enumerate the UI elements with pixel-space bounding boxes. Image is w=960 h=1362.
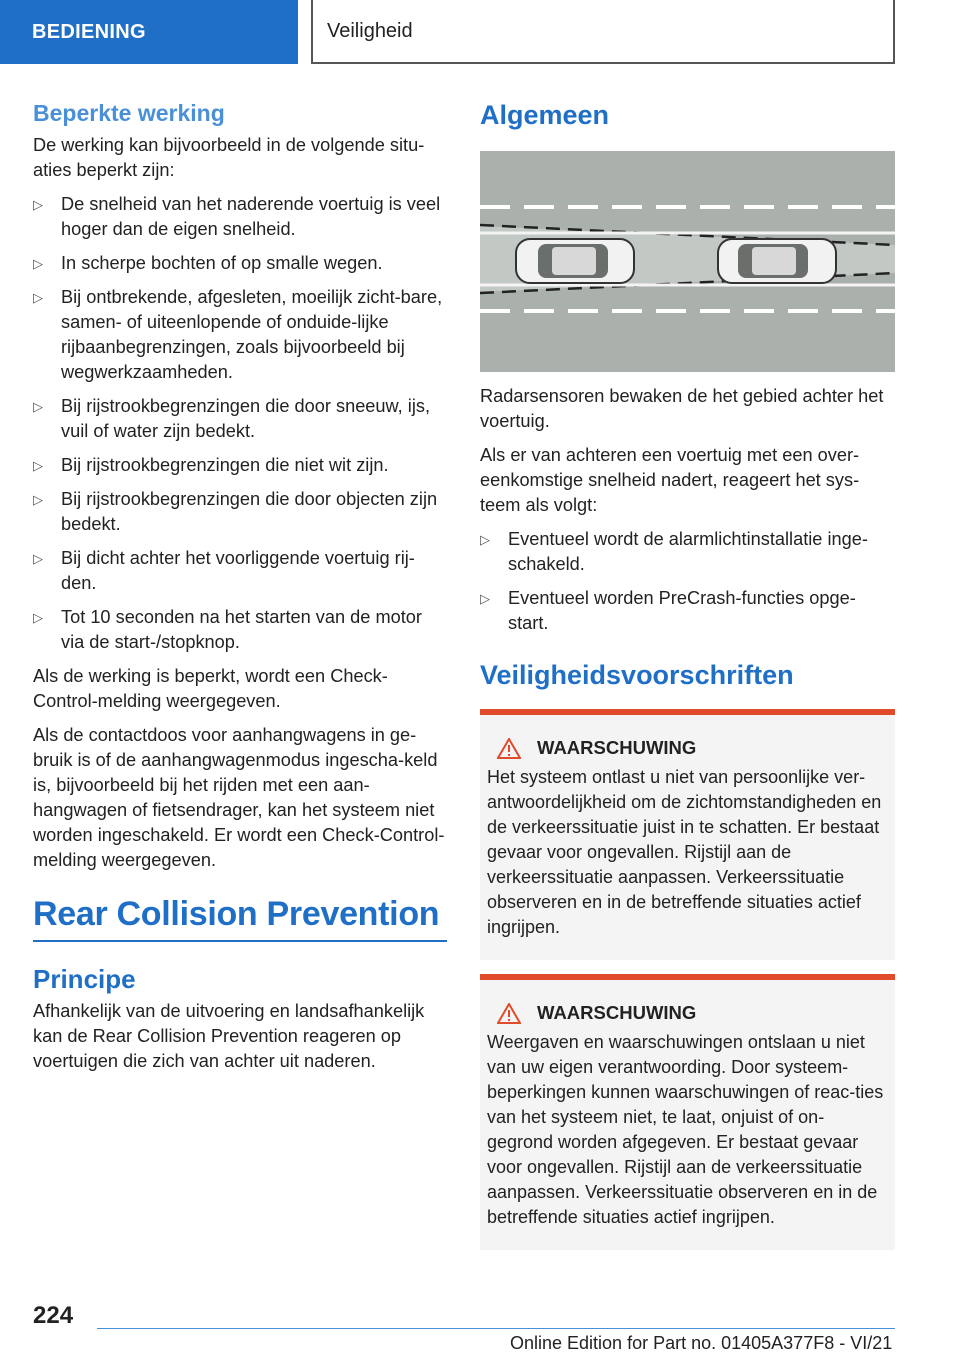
warning-title-text: WAARSCHUWING [537, 737, 697, 758]
bullet-triangle-icon: ▷ [33, 610, 43, 625]
section-tab: BEDIENING [0, 0, 298, 64]
limited-heading: Beperkte werking [33, 100, 225, 126]
bullet-triangle-icon: ▷ [33, 458, 43, 473]
principle-heading: Principe [33, 964, 136, 994]
list-item-text: Tot 10 seconden na het starten van de motor via de start-/stopknop. [61, 607, 422, 652]
list-item-text: Bij rijstrookbegrenzingen die door objecten zijn bedekt. [61, 489, 438, 534]
general-paragraph: Als er van achteren een voertuig met een over-eenkomstige snelheid nadert, reageert het sys-teem als volgt: [480, 445, 860, 515]
rear-car-icon [516, 239, 634, 283]
page-number: 224 [33, 1302, 74, 1329]
list-item-text: Bij ontbrekende, afgesleten, moeilijk zicht-bare, samen- of uiteenlopende of onduide-lijke rijbaanbegrenzingen, zoals bijvoorbeeld bij wegwerkzaamheden. [61, 287, 443, 382]
left-column [33, 100, 447, 1083]
list-item-text: Bij rijstrookbegrenzingen die niet wit zijn. [61, 455, 389, 475]
list-item [33, 453, 447, 478]
warning-box [480, 974, 895, 1250]
list-item [480, 586, 895, 636]
warning-text: Weergaven en waarschuwingen ontslaan u niet van uw eigen verantwoording. Door systeem-beperkingen kunnen waarschuwingen of reac-ties van het systeem niet, te laat, onjuist of on-gegrond worden afgegeven. Er bestaat gevaar voor ongevallen. Rijstijl aan de verkeerssituatie aanpassen. Verkeerssituatie observeren en in de betreffende situaties actief ingrijpen. [487, 1032, 884, 1227]
warning-triangle-icon [497, 1003, 521, 1024]
warning-title-text: WAARSCHUWING [537, 1002, 697, 1023]
list-item [33, 251, 447, 276]
general-paragraph: Radarsensoren bewaken de het gebied achter het voertuig. [480, 386, 884, 431]
warning-box [480, 709, 895, 960]
list-item-text: Bij dicht achter het voorliggende voertuig rij-den. [61, 548, 415, 593]
list-item-text: Bij rijstrookbegrenzingen die door sneeuw, ijs, vuil of water zijn bedekt. [61, 396, 431, 441]
list-item [480, 527, 895, 577]
right-column [480, 100, 895, 1264]
list-item [33, 546, 447, 596]
safety-heading: Veiligheidsvoorschriften [480, 660, 794, 690]
list-item-text: De snelheid van het naderende voertuig is veel hoger dan de eigen snelheid. [61, 194, 441, 239]
bullet-triangle-icon: ▷ [33, 399, 43, 414]
list-item [33, 487, 447, 537]
section-title: Veiligheid [311, 0, 895, 64]
main-heading: Rear Collision Prevention [33, 895, 447, 942]
bullet-triangle-icon: ▷ [33, 197, 43, 212]
bullet-triangle-icon: ▷ [33, 256, 43, 271]
warning-text: Het systeem ontlast u niet van persoonlijke ver-antwoordelijkheid om de zichtomstandigheden en de verkeerssituatie juist in te schatten. Er bestaat gevaar voor ongevallen. Rijstijl aan de verkeerssituatie aanpassen. Verkeerssituatie observeren en in de betreffende situaties actief ingrijpen. [487, 767, 882, 937]
bullet-triangle-icon: ▷ [480, 591, 490, 606]
bullet-triangle-icon: ▷ [480, 532, 490, 547]
footer-divider [97, 1328, 895, 1329]
general-heading: Algemeen [480, 100, 610, 130]
rear-radar-illustration [480, 151, 895, 372]
bullet-triangle-icon: ▷ [33, 551, 43, 566]
own-car-icon [718, 239, 836, 283]
general-list [480, 527, 895, 636]
list-item [33, 394, 447, 444]
warning-title [487, 1002, 887, 1024]
list-item [33, 605, 447, 655]
list-item-text: In scherpe bochten of op smalle wegen. [61, 253, 383, 273]
list-item-text: Eventueel worden PreCrash-functies opge-start. [508, 588, 856, 633]
list-item [33, 192, 447, 242]
limited-list [33, 192, 447, 655]
edition-text: Online Edition for Part no. 01405A377F8 - VI/21 [510, 1333, 893, 1353]
bullet-triangle-icon: ▷ [33, 290, 43, 305]
limited-paragraph: Als de contactdoos voor aanhangwagens in ge-bruik is of de aanhangwagenmodus ingescha-keld is, bijvoorbeeld bij het rijden met een aan-hangwagen of fietsendrager, kan het systeem niet worden ingeschakeld. Er wordt een Check-Control-melding weergegeven. [33, 725, 445, 870]
limited-intro: De werking kan bijvoorbeeld in de volgende situ-aties beperkt zijn: [33, 135, 425, 180]
warning-triangle-icon [497, 738, 521, 759]
list-item-text: Eventueel wordt de alarmlichtinstallatie inge-schakeld. [508, 529, 868, 574]
limited-paragraph: Als de werking is beperkt, wordt een Check-Control-melding weergegeven. [33, 666, 388, 711]
principle-text: Afhankelijk van de uitvoering en landsafhankelijk kan de Rear Collision Prevention reageren op voertuigen die zich van achter uit naderen. [33, 1001, 425, 1071]
list-item [33, 285, 447, 385]
bullet-triangle-icon: ▷ [33, 492, 43, 507]
warning-title [487, 737, 887, 759]
